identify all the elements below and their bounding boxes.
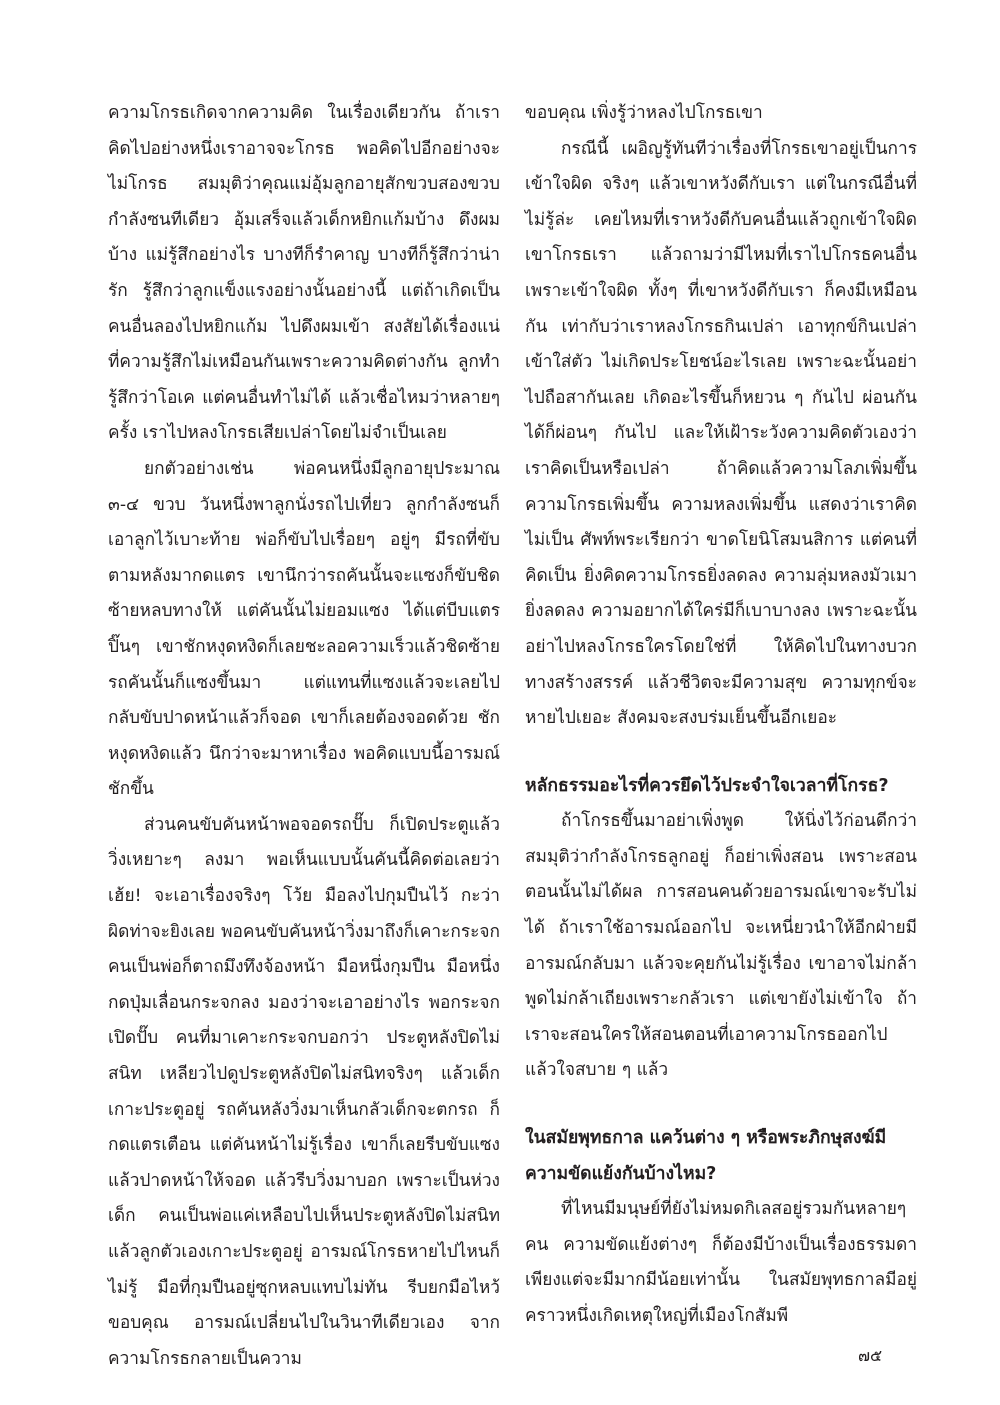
right-paragraph-2: กรณีนี้ เผอิญรู้ทันทีว่าเรื่องที่โกรธเขาอยู่เป็นการเข้าใจผิด จริงๆ แล้วเขาหวังดีกับเรา แต่ในกรณีอื่นที่ไม่รู้ล่ะ เคยไหมที่เราหวังดีกับคนอื่นแล้วถูกเข้าใจผิด เขาโกรธเรา แล้วถามว่ามีไหมที่เราไปโกรธคนอื่นเพราะเข้าใจผิด ทั้งๆ ที่เขาหวังดีกับเรา ก็คงมีเหมือนกัน เท่ากับว่าเราหลงโกรธกินเปล่า เอาทุกข์กินเปล่าเข้าใส่ตัว ไม่เกิดประโยชน์อะไรเลย เพราะฉะนั้นอย่าไปถือสากันเลย เกิดอะไรขึ้นก็หยวน ๆ กันไป ผ่อนกันได้ก็ผ่อนๆ กันไป และให้เฝ้าระวังความคิดตัวเองว่า เราคิดเป็นหรือเปล่า ถ้าคิดแล้วความโลภเพิ่มขึ้น ความโกรธเพิ่มขึ้น ความหลงเพิ่มขึ้น แสดงว่าเราคิดไม่เป็น ศัพท์พระเรียกว่า ขาดโยนิโสมนสิการ แต่คนที่คิดเป็น ยิ่งคิดความโกรธยิ่งลดลง ความลุ่มหลงมัวเมายิ่งลดลง ความอยากได้ใคร่มีก็เบาบางลง เพราะฉะนั้นอย่าไปหลงโกรธใครโดยใช่ที่ ให้คิดไปในทางบวก ทางสร้างสรรค์ แล้วชีวิตจะมีความสุข ความทุกข์จะหายไปเยอะ สังคมจะสงบร่มเย็นขึ้นอีกเยอะ xyxy=(525,138,917,729)
section-heading-buddha-era-conflict: ในสมัยพุทธกาล แคว้นต่าง ๆ หรือพระภิกษุสงฆ์มีความขัดแย้งกันบ้างไหม? xyxy=(525,1128,887,1184)
section-heading-anger-dharma: หลักธรรมอะไรที่ควรยึดไว้ประจำใจเวลาที่โกรธ? xyxy=(525,775,889,796)
right-paragraph-4: ที่ไหนมีมนุษย์ที่ยังไม่หมดกิเลสอยู่รวมกันหลายๆ คน ความขัดแย้งต่างๆ ก็ต้องมีบ้างเป็นเรื่องธรรมดา เพียงแต่จะมีมากมีน้อยเท่านั้น ในสมัยพุทธกาลมีอยู่คราวหนึ่งเกิดเหตุใหญ่ที่เมืองโกสัมพี xyxy=(525,1199,917,1326)
right-paragraph-3: ถ้าโกรธขึ้นมาอย่าเพิ่งพูด ให้นิ่งไว้ก่อนดีกว่าสมมุติว่ากำลังโกรธลูกอยู่ ก็อย่าเพิ่งสอน เพราะสอนตอนนั้นไม่ได้ผล การสอนคนด้วยอารมณ์เขาจะรับไม่ได้ ถ้าเราใช้อารมณ์ออกไป จะเหนี่ยวนำให้อีกฝ่ายมีอารมณ์กลับมา แล้วจะคุยกันไม่รู้เรื่อง เขาอาจไม่กล้าพูดไม่กล้าเถียงเพราะกลัวเรา แต่เขายังไม่เข้าใจ ถ้าเราจะสอนใครให้สอนตอนที่เอาความโกรธออกไปแล้วใจสบาย ๆ แล้ว xyxy=(525,811,917,1081)
left-column xyxy=(108,96,500,1377)
left-paragraph-1: ความโกรธเกิดจากความคิด ในเรื่องเดียวกัน ถ้าเราคิดไปอย่างหนึ่งเราอาจจะโกรธ พอคิดไปอีกอย่างจะไม่โกรธ สมมุติว่าคุณแม่อุ้มลูกอายุสักขวบสองขวบกำลังซนทีเดียว อุ้มเสร็จแล้วเด็กหยิกแก้มบ้าง ดึงผมบ้าง แม่รู้สึกอย่างไร บางทีก็รำคาญ บางทีก็รู้สึกว่าน่ารัก รู้สึกว่าลูกแข็งแรงอย่างนั้นอย่างนี้ แต่ถ้าเกิดเป็นคนอื่นลองไปหยิกแก้ม ไปดึงผมเข้า สงสัยได้เรื่องแน่ ที่ความรู้สึกไม่เหมือนกันเพราะความคิดต่างกัน ลูกทำรู้สึกว่าโอเค แต่คนอื่นทำไม่ได้ แล้วเชื่อไหมว่าหลายๆ ครั้ง เราไปหลงโกรธเสียเปล่าโดยไม่จำเป็นเลย xyxy=(108,103,500,444)
left-paragraph-2: ยกตัวอย่างเช่น พ่อคนหนึ่งมีลูกอายุประมาณ ๓-๔ ขวบ วันหนึ่งพาลูกนั่งรถไปเที่ยว ลูกกำลังซนก็เอาลูกไว้เบาะท้าย พ่อก็ขับไปเรื่อยๆ อยู่ๆ มีรถที่ขับตามหลังมากดแตร เขานึกว่ารถคันนั้นจะแซงก็ขับชิดซ้ายหลบทางให้ แต่คันนั้นไม่ยอมแซง ได้แต่บีบแตรปิ๊นๆ เขาชักหงุดหงิดก็เลยชะลอความเร็วแล้วชิดซ้าย รถคันนั้นก็แซงขึ้นมา แต่แทนที่แซงแล้วจะเลยไป กลับขับปาดหน้าแล้วก็จอด เขาก็เลยต้องจอดด้วย ชักหงุดหงิดแล้ว นึกว่าจะมาหาเรื่อง พอคิดแบบนี้อารมณ์ชักขึ้น xyxy=(108,458,500,800)
section-spacer xyxy=(525,737,917,769)
right-column xyxy=(525,96,917,1335)
left-paragraph-3: ส่วนคนขับคันหน้าพอจอดรถปั๊บ ก็เปิดประตูแล้ววิ่งเหยาะๆ ลงมา พอเห็นแบบนั้นคันนี้คิดต่อเลยว่า เฮ้ย! จะเอาเรื่องจริงๆ โว้ย มือลงไปกุมปืนไว้ กะว่าผิดท่าจะยิงเลย พอคนขับคันหน้าวิ่งมาถึงก็เคาะกระจก คนเป็นพ่อก็ตาถมึงทึงจ้องหน้า มือหนึ่งกุมปืน มือหนึ่งกดปุ่มเลื่อนกระจกลง มองว่าจะเอาอย่างไร พอกระจกเปิดปั๊บ คนที่มาเคาะกระจกบอกว่า ประตูหลังปิดไม่สนิท เหลียวไปดูประตูหลังปิดไม่สนิทจริงๆ แล้วเด็กเกาะประตูอยู่ รถคันหลังวิ่งมาเห็นกลัวเด็กจะตกรถ ก็กดแตรเตือน แต่คันหน้าไม่รู้เรื่อง เขาก็เลยรีบขับแซงแล้วปาดหน้าให้จอด แล้วรีบวิ่งมาบอก เพราะเป็นห่วงเด็ก คนเป็นพ่อแค่เหลือบไปเห็นประตูหลังปิดไม่สนิท แล้วลูกตัวเองเกาะประตูอยู่ อารมณ์โกรธหายไปไหนก็ไม่รู้ มือที่กุมปืนอยู่ซุกหลบแทบไม่ทัน รีบยกมือไหว้ขอบคุณ อารมณ์เปลี่ยนไปในวินาทีเดียวเอง จากความโกรธกลายเป็นความ xyxy=(108,814,500,1369)
page-number: ๗๕ xyxy=(858,1346,883,1365)
right-paragraph-1: ขอบคุณ เพิ่งรู้ว่าหลงไปโกรธเขา xyxy=(525,103,763,123)
section-spacer xyxy=(525,1089,917,1121)
